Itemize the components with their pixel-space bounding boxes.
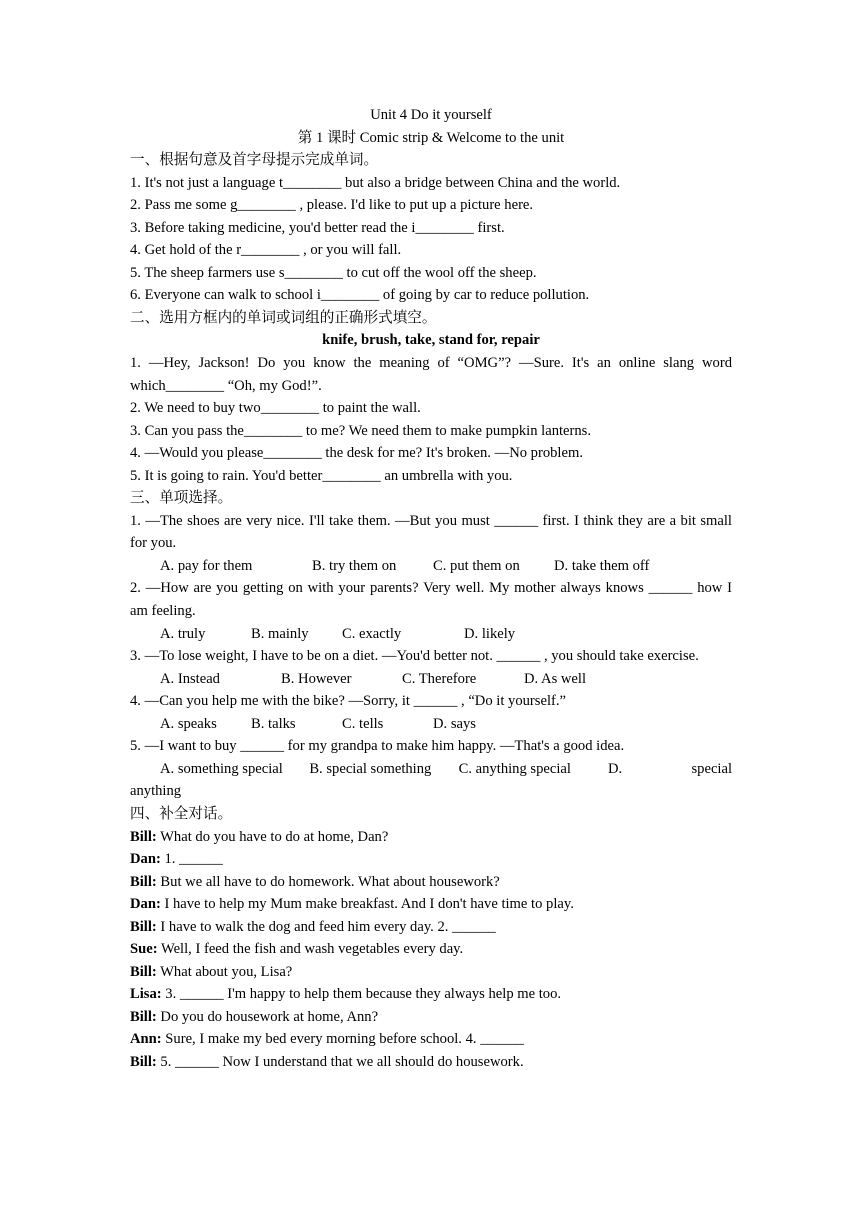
section-3-heading: 三、单项选择。 bbox=[130, 490, 233, 507]
word-box: knife, brush, take, stand for, repair bbox=[322, 332, 540, 349]
option-d: D. take them off bbox=[554, 557, 650, 574]
option-c: C. put them on bbox=[433, 557, 520, 574]
s2-item: 4. —Would you please________ the desk for me? It's broken. —No problem. bbox=[130, 445, 583, 462]
dialogue-line bbox=[130, 1028, 732, 1051]
speaker: Ann: bbox=[130, 1031, 162, 1048]
option-d-letter: D. bbox=[607, 760, 623, 777]
section-4-heading: 四、补全对话。 bbox=[130, 805, 233, 822]
dialogue-text: 1. ______ bbox=[164, 851, 223, 868]
speaker: Lisa: bbox=[130, 986, 162, 1003]
page-subtitle: 第 1 课时 Comic strip & Welcome to the unit bbox=[297, 129, 565, 146]
dialogue-line bbox=[130, 826, 732, 849]
dialogue-line bbox=[130, 916, 732, 939]
dialogue-text: Do you do housework at home, Ann? bbox=[160, 1008, 379, 1025]
dialogue-text: What do you have to do at home, Dan? bbox=[160, 828, 389, 845]
mc-options bbox=[130, 758, 732, 781]
mc-options bbox=[130, 713, 732, 736]
option-b: B. mainly bbox=[251, 625, 309, 642]
worksheet bbox=[130, 104, 732, 1074]
s2-item: 5. It is going to rain. You'd better________ an umbrella with you. bbox=[130, 467, 513, 484]
section-1-heading: 一、根据句意及首字母提示完成单词。 bbox=[130, 152, 379, 169]
dialogue-text: Sure, I make my bed every morning before school. 4. ______ bbox=[165, 1031, 524, 1048]
mc-question-stem: 5. —I want to buy ______ for my grandpa to make him happy. —That's a good idea. bbox=[130, 738, 625, 755]
dialogue-text: Well, I feed the fish and wash vegetables every day. bbox=[160, 941, 464, 958]
option-a: A. Instead bbox=[160, 670, 220, 687]
mc-options bbox=[130, 555, 732, 578]
speaker: Bill: bbox=[130, 1053, 157, 1070]
speaker: Bill: bbox=[130, 828, 157, 845]
dialogue-line bbox=[130, 893, 732, 916]
option-d: D. As well bbox=[524, 670, 587, 687]
dialogue-text: But we all have to do homework. What about housework? bbox=[160, 873, 500, 890]
option-d: D. likely bbox=[464, 625, 516, 642]
mc-options bbox=[130, 623, 732, 646]
s2-item: 2. We need to buy two________ to paint the wall. bbox=[130, 400, 421, 417]
mc-question-stem: 1. —The shoes are very nice. I'll take them. —But you must ______ first. I think they are a bit small for you. bbox=[130, 512, 732, 552]
option-a: A. something special bbox=[160, 760, 283, 777]
dialogue-line bbox=[130, 1051, 732, 1074]
option-b: B. try them on bbox=[312, 557, 397, 574]
s1-item: 2. Pass me some g________ , please. I'd like to put up a picture here. bbox=[130, 197, 534, 214]
s2-item: 1. —Hey, Jackson! Do you know the meaning of “OMG”? —Sure. It's an online slang word which________ “Oh, my God!”. bbox=[130, 355, 732, 394]
dialogue-line bbox=[130, 848, 732, 871]
dialogue-text: 5. ______ Now I understand that we all should do housework. bbox=[160, 1053, 524, 1070]
dialogue-text: 3. ______ I'm happy to help them because they always help me too. bbox=[165, 986, 562, 1003]
option-d: D. says bbox=[433, 715, 476, 732]
option-c: C. anything special bbox=[458, 760, 571, 777]
mc-question-stem: 4. —Can you help me with the bike? —Sorry, it ______ , “Do it yourself.” bbox=[130, 693, 566, 710]
speaker: Bill: bbox=[130, 963, 157, 980]
dialogue-line bbox=[130, 1006, 732, 1029]
s2-item: 3. Can you pass the________ to me? We need them to make pumpkin lanterns. bbox=[130, 422, 592, 439]
dialogue-line bbox=[130, 961, 732, 984]
page-title: Unit 4 Do it yourself bbox=[370, 107, 492, 123]
dialogue-text: I have to help my Mum make breakfast. And I don't have time to play. bbox=[164, 896, 574, 913]
speaker: Bill: bbox=[130, 1008, 157, 1025]
s1-item: 1. It's not just a language t________ but also a bridge between China and the world. bbox=[130, 174, 621, 191]
speaker: Bill: bbox=[130, 873, 157, 890]
dialogue-text: What about you, Lisa? bbox=[160, 963, 293, 980]
dialogue-line bbox=[130, 938, 732, 961]
s1-item: 5. The sheep farmers use s________ to cut off the wool off the sheep. bbox=[130, 264, 537, 281]
speaker: Dan: bbox=[130, 896, 161, 913]
s1-item: 4. Get hold of the r________ , or you will fall. bbox=[130, 242, 402, 259]
option-a: A. truly bbox=[160, 625, 206, 642]
s1-item: 3. Before taking medicine, you'd better read the i________ first. bbox=[130, 219, 505, 236]
dialogue-text: I have to walk the dog and feed him every day. 2. ______ bbox=[160, 918, 496, 935]
mc-options bbox=[130, 668, 732, 691]
option-b: B. special something bbox=[309, 760, 432, 777]
speaker: Bill: bbox=[130, 918, 157, 935]
option-c: C. Therefore bbox=[402, 670, 477, 687]
option-a: A. pay for them bbox=[160, 557, 253, 574]
dialogue-line bbox=[130, 871, 732, 894]
s1-item: 6. Everyone can walk to school i________ of going by car to reduce pollution. bbox=[130, 287, 590, 304]
option-d-continuation: anything bbox=[130, 783, 182, 800]
option-c: C. tells bbox=[342, 715, 384, 732]
mc-question-stem: 2. —How are you getting on with your parents? Very well. My mother always knows ______ how I am feeling. bbox=[130, 580, 732, 620]
option-d-text: special bbox=[691, 760, 733, 777]
speaker: Dan: bbox=[130, 851, 161, 868]
section-2-heading: 二、选用方框内的单词或词组的正确形式填空。 bbox=[130, 309, 437, 326]
option-b: B. talks bbox=[251, 715, 296, 732]
option-b: B. However bbox=[281, 670, 352, 687]
mc-question-stem: 3. —To lose weight, I have to be on a diet. —You'd better not. ______ , you should take exercise. bbox=[130, 648, 699, 665]
dialogue-line bbox=[130, 983, 732, 1006]
speaker: Sue: bbox=[130, 941, 158, 958]
option-a: A. speaks bbox=[160, 715, 217, 732]
option-c: C. exactly bbox=[342, 625, 402, 642]
